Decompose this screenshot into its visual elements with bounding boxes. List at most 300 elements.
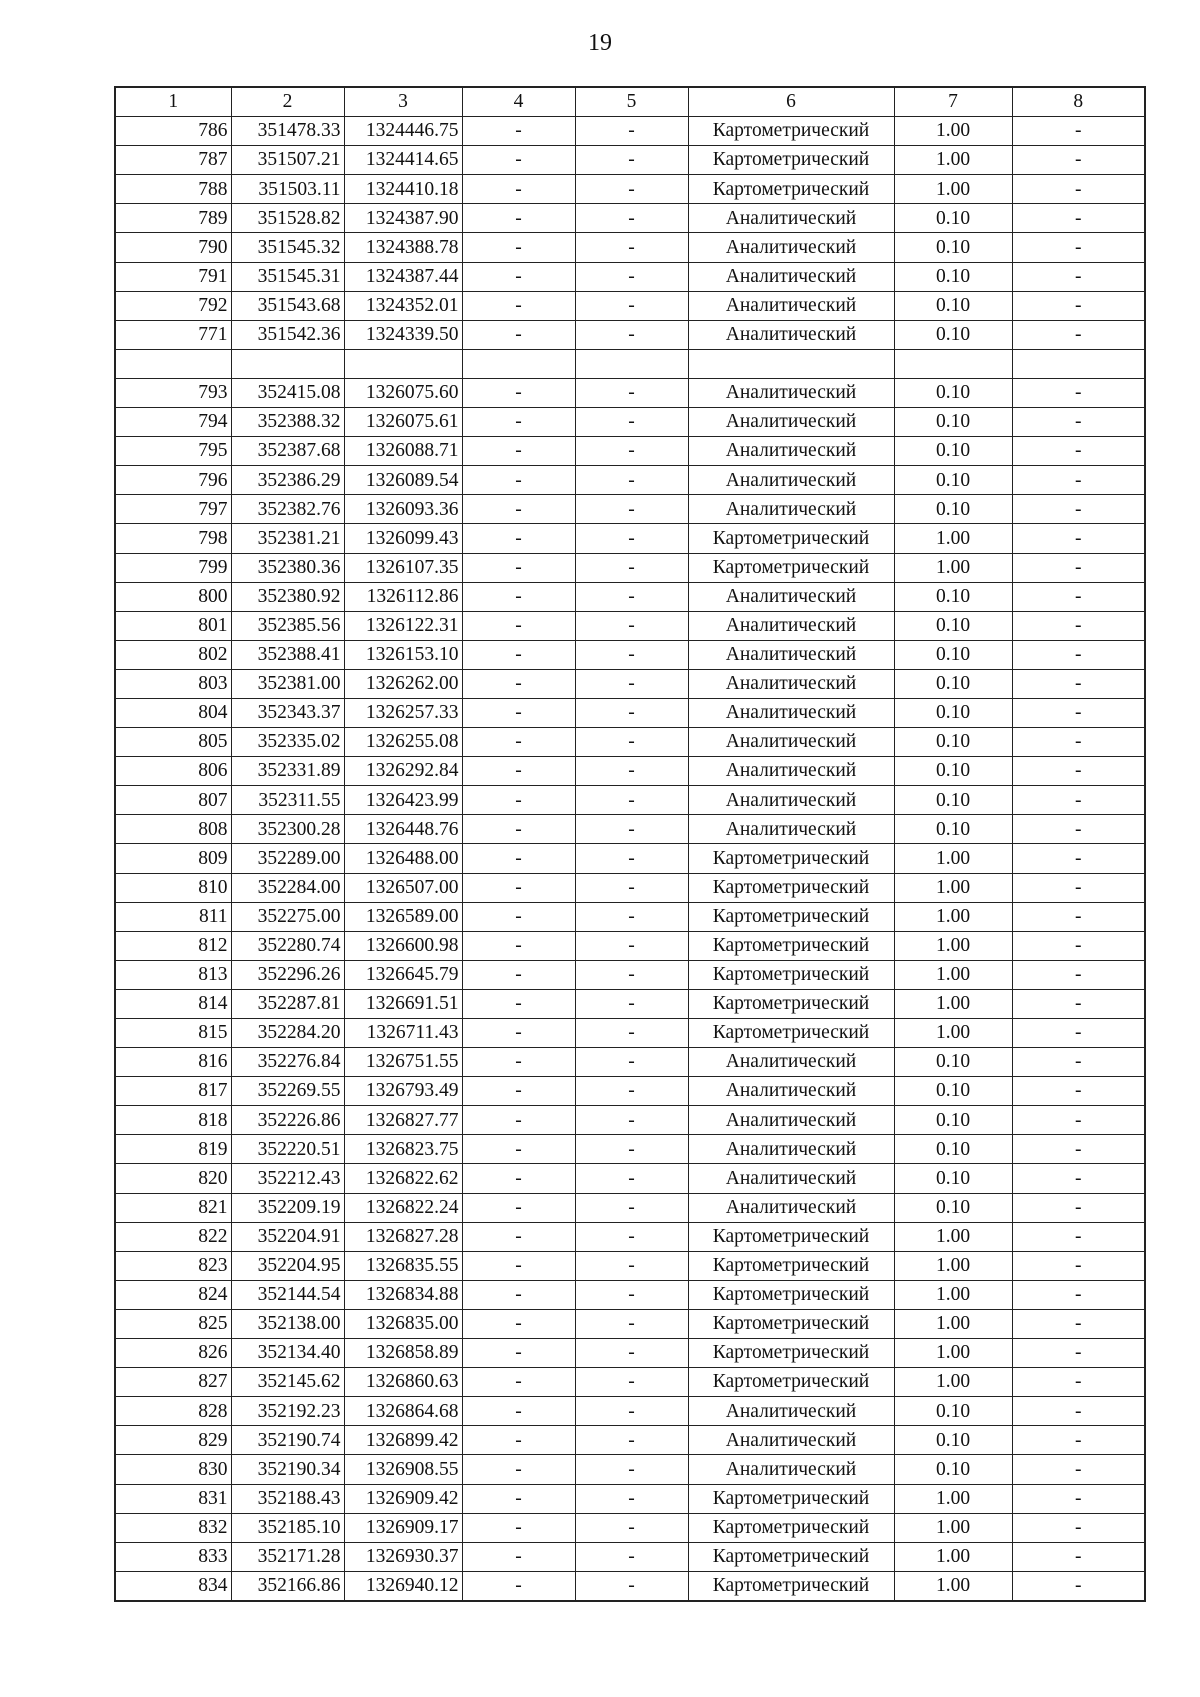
col4-cell: - xyxy=(462,262,575,291)
method-cell: Картометрический xyxy=(688,960,894,989)
point-number-cell: 821 xyxy=(115,1193,231,1222)
col5-cell: - xyxy=(575,233,688,262)
method-cell: Аналитический xyxy=(688,1455,894,1484)
point-number-cell: 791 xyxy=(115,262,231,291)
coordinates-table xyxy=(114,86,1146,1602)
y-coordinate-cell: 1326691.51 xyxy=(344,989,462,1018)
x-coordinate-cell: 352204.95 xyxy=(231,1251,344,1280)
x-coordinate-cell: 352331.89 xyxy=(231,757,344,786)
col4-cell: - xyxy=(462,320,575,349)
x-coordinate-cell: 352388.32 xyxy=(231,408,344,437)
col5-cell: - xyxy=(575,1135,688,1164)
point-number-cell: 789 xyxy=(115,204,231,233)
point-number-cell: 805 xyxy=(115,728,231,757)
table-row xyxy=(115,378,1145,407)
point-number-cell: 817 xyxy=(115,1077,231,1106)
table-row xyxy=(115,1048,1145,1077)
accuracy-cell xyxy=(894,349,1012,378)
point-number-cell: 819 xyxy=(115,1135,231,1164)
method-cell: Картометрический xyxy=(688,1513,894,1542)
header-col-7: 7 xyxy=(894,87,1012,117)
y-coordinate-cell: 1326645.79 xyxy=(344,960,462,989)
x-coordinate-cell: 352380.92 xyxy=(231,582,344,611)
x-coordinate-cell: 352280.74 xyxy=(231,931,344,960)
table-row xyxy=(115,1455,1145,1484)
col5-cell: - xyxy=(575,757,688,786)
y-coordinate-cell: 1326899.42 xyxy=(344,1426,462,1455)
method-cell: Аналитический xyxy=(688,1397,894,1426)
y-coordinate-cell: 1326822.62 xyxy=(344,1164,462,1193)
col8-cell: - xyxy=(1012,291,1145,320)
col8-cell: - xyxy=(1012,1309,1145,1338)
method-cell: Аналитический xyxy=(688,1135,894,1164)
accuracy-cell: 0.10 xyxy=(894,437,1012,466)
point-number-cell: 797 xyxy=(115,495,231,524)
point-number-cell: 831 xyxy=(115,1484,231,1513)
col4-cell: - xyxy=(462,1542,575,1571)
col5-cell: - xyxy=(575,1339,688,1368)
accuracy-cell: 0.10 xyxy=(894,1164,1012,1193)
accuracy-cell: 0.10 xyxy=(894,466,1012,495)
accuracy-cell: 0.10 xyxy=(894,582,1012,611)
method-cell: Картометрический xyxy=(688,1222,894,1251)
col4-cell: - xyxy=(462,989,575,1018)
col4-cell: - xyxy=(462,844,575,873)
table-row xyxy=(115,1339,1145,1368)
col5-cell: - xyxy=(575,1164,688,1193)
y-coordinate-cell: 1326112.86 xyxy=(344,582,462,611)
table-row xyxy=(115,1309,1145,1338)
table-row xyxy=(115,437,1145,466)
point-number-cell: 814 xyxy=(115,989,231,1018)
accuracy-cell: 1.00 xyxy=(894,524,1012,553)
point-number-cell: 794 xyxy=(115,408,231,437)
x-coordinate-cell: 352381.00 xyxy=(231,669,344,698)
table-row xyxy=(115,1542,1145,1571)
col4-cell: - xyxy=(462,1484,575,1513)
point-number-cell: 816 xyxy=(115,1048,231,1077)
point-number-cell xyxy=(115,349,231,378)
table-row xyxy=(115,960,1145,989)
method-cell: Картометрический xyxy=(688,553,894,582)
point-number-cell: 792 xyxy=(115,291,231,320)
col4-cell: - xyxy=(462,1193,575,1222)
table-row xyxy=(115,262,1145,291)
y-coordinate-cell: 1326930.37 xyxy=(344,1542,462,1571)
x-coordinate-cell: 352380.36 xyxy=(231,553,344,582)
col4-cell: - xyxy=(462,1397,575,1426)
table-row xyxy=(115,1513,1145,1542)
method-cell: Аналитический xyxy=(688,698,894,727)
table-body xyxy=(115,117,1145,1601)
table-row xyxy=(115,669,1145,698)
accuracy-cell: 1.00 xyxy=(894,1280,1012,1309)
col4-cell: - xyxy=(462,495,575,524)
col5-cell: - xyxy=(575,989,688,1018)
col8-cell: - xyxy=(1012,378,1145,407)
x-coordinate-cell: 351545.32 xyxy=(231,233,344,262)
col4-cell: - xyxy=(462,1019,575,1048)
y-coordinate-cell: 1326827.77 xyxy=(344,1106,462,1135)
table-row xyxy=(115,1484,1145,1513)
accuracy-cell: 0.10 xyxy=(894,1455,1012,1484)
method-cell: Аналитический xyxy=(688,1164,894,1193)
col5-cell: - xyxy=(575,669,688,698)
col8-cell: - xyxy=(1012,1048,1145,1077)
col8-cell: - xyxy=(1012,495,1145,524)
accuracy-cell: 0.10 xyxy=(894,611,1012,640)
col8-cell: - xyxy=(1012,669,1145,698)
col4-cell: - xyxy=(462,1135,575,1164)
y-coordinate-cell: 1326751.55 xyxy=(344,1048,462,1077)
accuracy-cell: 0.10 xyxy=(894,1077,1012,1106)
col5-cell: - xyxy=(575,1484,688,1513)
accuracy-cell: 1.00 xyxy=(894,1542,1012,1571)
col8-cell: - xyxy=(1012,320,1145,349)
accuracy-cell: 0.10 xyxy=(894,640,1012,669)
col4-cell: - xyxy=(462,698,575,727)
col4-cell: - xyxy=(462,931,575,960)
y-coordinate-cell: 1326107.35 xyxy=(344,553,462,582)
col5-cell: - xyxy=(575,1251,688,1280)
col8-cell: - xyxy=(1012,1019,1145,1048)
accuracy-cell: 0.10 xyxy=(894,698,1012,727)
x-coordinate-cell xyxy=(231,349,344,378)
method-cell: Аналитический xyxy=(688,320,894,349)
table-row xyxy=(115,524,1145,553)
method-cell: Аналитический xyxy=(688,1106,894,1135)
col4-cell: - xyxy=(462,524,575,553)
col5-cell: - xyxy=(575,1193,688,1222)
method-cell: Аналитический xyxy=(688,728,894,757)
col5-cell: - xyxy=(575,815,688,844)
accuracy-cell: 1.00 xyxy=(894,1513,1012,1542)
col5-cell: - xyxy=(575,1426,688,1455)
y-coordinate-cell: 1326835.00 xyxy=(344,1309,462,1338)
method-cell: Аналитический xyxy=(688,611,894,640)
x-coordinate-cell: 352343.37 xyxy=(231,698,344,727)
point-number-cell: 815 xyxy=(115,1019,231,1048)
y-coordinate-cell: 1324387.44 xyxy=(344,262,462,291)
col4-cell: - xyxy=(462,1368,575,1397)
y-coordinate-cell: 1326153.10 xyxy=(344,640,462,669)
method-cell: Картометрический xyxy=(688,1251,894,1280)
col8-cell: - xyxy=(1012,902,1145,931)
method-cell xyxy=(688,349,894,378)
point-number-cell: 823 xyxy=(115,1251,231,1280)
table-row xyxy=(115,902,1145,931)
accuracy-cell: 0.10 xyxy=(894,786,1012,815)
y-coordinate-cell: 1326292.84 xyxy=(344,757,462,786)
page-number: 19 xyxy=(588,30,612,56)
table-row xyxy=(115,1571,1145,1601)
col4-cell: - xyxy=(462,175,575,204)
col8-cell: - xyxy=(1012,1164,1145,1193)
y-coordinate-cell: 1326262.00 xyxy=(344,669,462,698)
x-coordinate-cell: 352300.28 xyxy=(231,815,344,844)
y-coordinate-cell: 1326075.60 xyxy=(344,378,462,407)
x-coordinate-cell: 352269.55 xyxy=(231,1077,344,1106)
col8-cell: - xyxy=(1012,233,1145,262)
x-coordinate-cell: 352381.21 xyxy=(231,524,344,553)
col4-cell: - xyxy=(462,873,575,902)
y-coordinate-cell: 1326257.33 xyxy=(344,698,462,727)
method-cell: Картометрический xyxy=(688,873,894,902)
y-coordinate-cell: 1324387.90 xyxy=(344,204,462,233)
y-coordinate-cell: 1326600.98 xyxy=(344,931,462,960)
table-row xyxy=(115,1164,1145,1193)
col4-cell: - xyxy=(462,611,575,640)
table-row xyxy=(115,553,1145,582)
accuracy-cell: 0.10 xyxy=(894,1048,1012,1077)
col4-cell: - xyxy=(462,1309,575,1338)
col4-cell xyxy=(462,349,575,378)
table-row xyxy=(115,320,1145,349)
method-cell: Картометрический xyxy=(688,146,894,175)
col8-cell: - xyxy=(1012,844,1145,873)
x-coordinate-cell: 352388.41 xyxy=(231,640,344,669)
y-coordinate-cell: 1326711.43 xyxy=(344,1019,462,1048)
col4-cell: - xyxy=(462,728,575,757)
col5-cell: - xyxy=(575,524,688,553)
header-col-2: 2 xyxy=(231,87,344,117)
y-coordinate-cell: 1324388.78 xyxy=(344,233,462,262)
col4-cell: - xyxy=(462,117,575,146)
col4-cell: - xyxy=(462,757,575,786)
method-cell: Картометрический xyxy=(688,117,894,146)
x-coordinate-cell: 352387.68 xyxy=(231,437,344,466)
accuracy-cell: 0.10 xyxy=(894,1397,1012,1426)
col4-cell: - xyxy=(462,204,575,233)
x-coordinate-cell: 352226.86 xyxy=(231,1106,344,1135)
y-coordinate-cell: 1326940.12 xyxy=(344,1571,462,1601)
method-cell: Картометрический xyxy=(688,1368,894,1397)
method-cell: Аналитический xyxy=(688,408,894,437)
y-coordinate-cell: 1326122.31 xyxy=(344,611,462,640)
col8-cell: - xyxy=(1012,1106,1145,1135)
col8-cell: - xyxy=(1012,466,1145,495)
method-cell: Картометрический xyxy=(688,524,894,553)
col5-cell: - xyxy=(575,1397,688,1426)
table-row xyxy=(115,1106,1145,1135)
col8-cell: - xyxy=(1012,873,1145,902)
col5-cell: - xyxy=(575,495,688,524)
header-col-1: 1 xyxy=(115,87,231,117)
col5-cell: - xyxy=(575,204,688,233)
y-coordinate-cell: 1326507.00 xyxy=(344,873,462,902)
accuracy-cell: 0.10 xyxy=(894,495,1012,524)
y-coordinate-cell: 1326075.61 xyxy=(344,408,462,437)
col5-cell: - xyxy=(575,1106,688,1135)
x-coordinate-cell: 352382.76 xyxy=(231,495,344,524)
table-row xyxy=(115,757,1145,786)
col4-cell: - xyxy=(462,960,575,989)
col8-cell: - xyxy=(1012,582,1145,611)
point-number-cell: 798 xyxy=(115,524,231,553)
point-number-cell: 787 xyxy=(115,146,231,175)
table-row xyxy=(115,175,1145,204)
method-cell: Аналитический xyxy=(688,786,894,815)
x-coordinate-cell: 351528.82 xyxy=(231,204,344,233)
point-number-cell: 827 xyxy=(115,1368,231,1397)
table-row xyxy=(115,349,1145,378)
y-coordinate-cell: 1324410.18 xyxy=(344,175,462,204)
point-number-cell: 800 xyxy=(115,582,231,611)
method-cell: Аналитический xyxy=(688,1193,894,1222)
header-col-5: 5 xyxy=(575,87,688,117)
col5-cell: - xyxy=(575,960,688,989)
point-number-cell: 786 xyxy=(115,117,231,146)
table-row xyxy=(115,931,1145,960)
table-row xyxy=(115,989,1145,1018)
table-row xyxy=(115,204,1145,233)
col5-cell: - xyxy=(575,1571,688,1601)
point-number-cell: 788 xyxy=(115,175,231,204)
x-coordinate-cell: 352335.02 xyxy=(231,728,344,757)
col5-cell: - xyxy=(575,931,688,960)
col4-cell: - xyxy=(462,553,575,582)
y-coordinate-cell: 1326093.36 xyxy=(344,495,462,524)
y-coordinate-cell: 1324446.75 xyxy=(344,117,462,146)
x-coordinate-cell: 351542.36 xyxy=(231,320,344,349)
point-number-cell: 790 xyxy=(115,233,231,262)
col4-cell: - xyxy=(462,437,575,466)
x-coordinate-cell: 352287.81 xyxy=(231,989,344,1018)
header-row xyxy=(115,87,1145,117)
col4-cell: - xyxy=(462,786,575,815)
accuracy-cell: 0.10 xyxy=(894,815,1012,844)
accuracy-cell: 1.00 xyxy=(894,1484,1012,1513)
accuracy-cell: 1.00 xyxy=(894,1251,1012,1280)
col4-cell: - xyxy=(462,1077,575,1106)
col5-cell: - xyxy=(575,611,688,640)
col5-cell: - xyxy=(575,728,688,757)
col4-cell: - xyxy=(462,146,575,175)
x-coordinate-cell: 351507.21 xyxy=(231,146,344,175)
col4-cell: - xyxy=(462,1426,575,1455)
x-coordinate-cell: 352284.20 xyxy=(231,1019,344,1048)
accuracy-cell: 0.10 xyxy=(894,1426,1012,1455)
method-cell: Картометрический xyxy=(688,989,894,1018)
table-row xyxy=(115,291,1145,320)
point-number-cell: 833 xyxy=(115,1542,231,1571)
x-coordinate-cell: 351545.31 xyxy=(231,262,344,291)
y-coordinate-cell: 1324352.01 xyxy=(344,291,462,320)
table-row xyxy=(115,1077,1145,1106)
y-coordinate-cell: 1326448.76 xyxy=(344,815,462,844)
col8-cell: - xyxy=(1012,1280,1145,1309)
col5-cell: - xyxy=(575,175,688,204)
point-number-cell: 826 xyxy=(115,1339,231,1368)
table-row xyxy=(115,1193,1145,1222)
col8-cell xyxy=(1012,349,1145,378)
col8-cell: - xyxy=(1012,1571,1145,1601)
point-number-cell: 806 xyxy=(115,757,231,786)
method-cell: Аналитический xyxy=(688,815,894,844)
table-row xyxy=(115,466,1145,495)
table-row xyxy=(115,611,1145,640)
point-number-cell: 808 xyxy=(115,815,231,844)
method-cell: Картометрический xyxy=(688,902,894,931)
method-cell: Картометрический xyxy=(688,844,894,873)
y-coordinate-cell: 1326423.99 xyxy=(344,786,462,815)
accuracy-cell: 1.00 xyxy=(894,1339,1012,1368)
point-number-cell: 811 xyxy=(115,902,231,931)
point-number-cell: 825 xyxy=(115,1309,231,1338)
col5-cell: - xyxy=(575,1513,688,1542)
point-number-cell: 820 xyxy=(115,1164,231,1193)
table-row xyxy=(115,582,1145,611)
col8-cell: - xyxy=(1012,757,1145,786)
col5-cell: - xyxy=(575,437,688,466)
x-coordinate-cell: 352296.26 xyxy=(231,960,344,989)
point-number-cell: 799 xyxy=(115,553,231,582)
method-cell: Аналитический xyxy=(688,582,894,611)
col8-cell: - xyxy=(1012,786,1145,815)
accuracy-cell: 1.00 xyxy=(894,1571,1012,1601)
y-coordinate-cell: 1326822.24 xyxy=(344,1193,462,1222)
accuracy-cell: 0.10 xyxy=(894,1193,1012,1222)
point-number-cell: 834 xyxy=(115,1571,231,1601)
table-row xyxy=(115,146,1145,175)
col5-cell: - xyxy=(575,844,688,873)
header-col-8: 8 xyxy=(1012,87,1145,117)
table-header xyxy=(115,87,1145,117)
x-coordinate-cell: 352138.00 xyxy=(231,1309,344,1338)
method-cell: Картометрический xyxy=(688,1019,894,1048)
y-coordinate-cell: 1326255.08 xyxy=(344,728,462,757)
point-number-cell: 830 xyxy=(115,1455,231,1484)
x-coordinate-cell: 352289.00 xyxy=(231,844,344,873)
y-coordinate-cell: 1326589.00 xyxy=(344,902,462,931)
accuracy-cell: 0.10 xyxy=(894,378,1012,407)
point-number-cell: 801 xyxy=(115,611,231,640)
col8-cell: - xyxy=(1012,1135,1145,1164)
y-coordinate-cell: 1326823.75 xyxy=(344,1135,462,1164)
col4-cell: - xyxy=(462,233,575,262)
table-row xyxy=(115,233,1145,262)
y-coordinate-cell: 1326909.17 xyxy=(344,1513,462,1542)
method-cell: Аналитический xyxy=(688,291,894,320)
point-number-cell: 828 xyxy=(115,1397,231,1426)
x-coordinate-cell: 352192.23 xyxy=(231,1397,344,1426)
table-row xyxy=(115,1019,1145,1048)
table-row xyxy=(115,408,1145,437)
x-coordinate-cell: 352188.43 xyxy=(231,1484,344,1513)
col4-cell: - xyxy=(462,1251,575,1280)
method-cell: Картометрический xyxy=(688,1571,894,1601)
method-cell: Аналитический xyxy=(688,204,894,233)
y-coordinate-cell xyxy=(344,349,462,378)
x-coordinate-cell: 352204.91 xyxy=(231,1222,344,1251)
col8-cell: - xyxy=(1012,728,1145,757)
table-row xyxy=(115,786,1145,815)
table-row xyxy=(115,873,1145,902)
table-row xyxy=(115,1222,1145,1251)
col5-cell: - xyxy=(575,1455,688,1484)
table-row xyxy=(115,640,1145,669)
col4-cell: - xyxy=(462,466,575,495)
method-cell: Аналитический xyxy=(688,437,894,466)
table-row xyxy=(115,1368,1145,1397)
col8-cell: - xyxy=(1012,960,1145,989)
point-number-cell: 796 xyxy=(115,466,231,495)
x-coordinate-cell: 352415.08 xyxy=(231,378,344,407)
accuracy-cell: 1.00 xyxy=(894,117,1012,146)
accuracy-cell: 0.10 xyxy=(894,1135,1012,1164)
accuracy-cell: 0.10 xyxy=(894,233,1012,262)
x-coordinate-cell: 352276.84 xyxy=(231,1048,344,1077)
